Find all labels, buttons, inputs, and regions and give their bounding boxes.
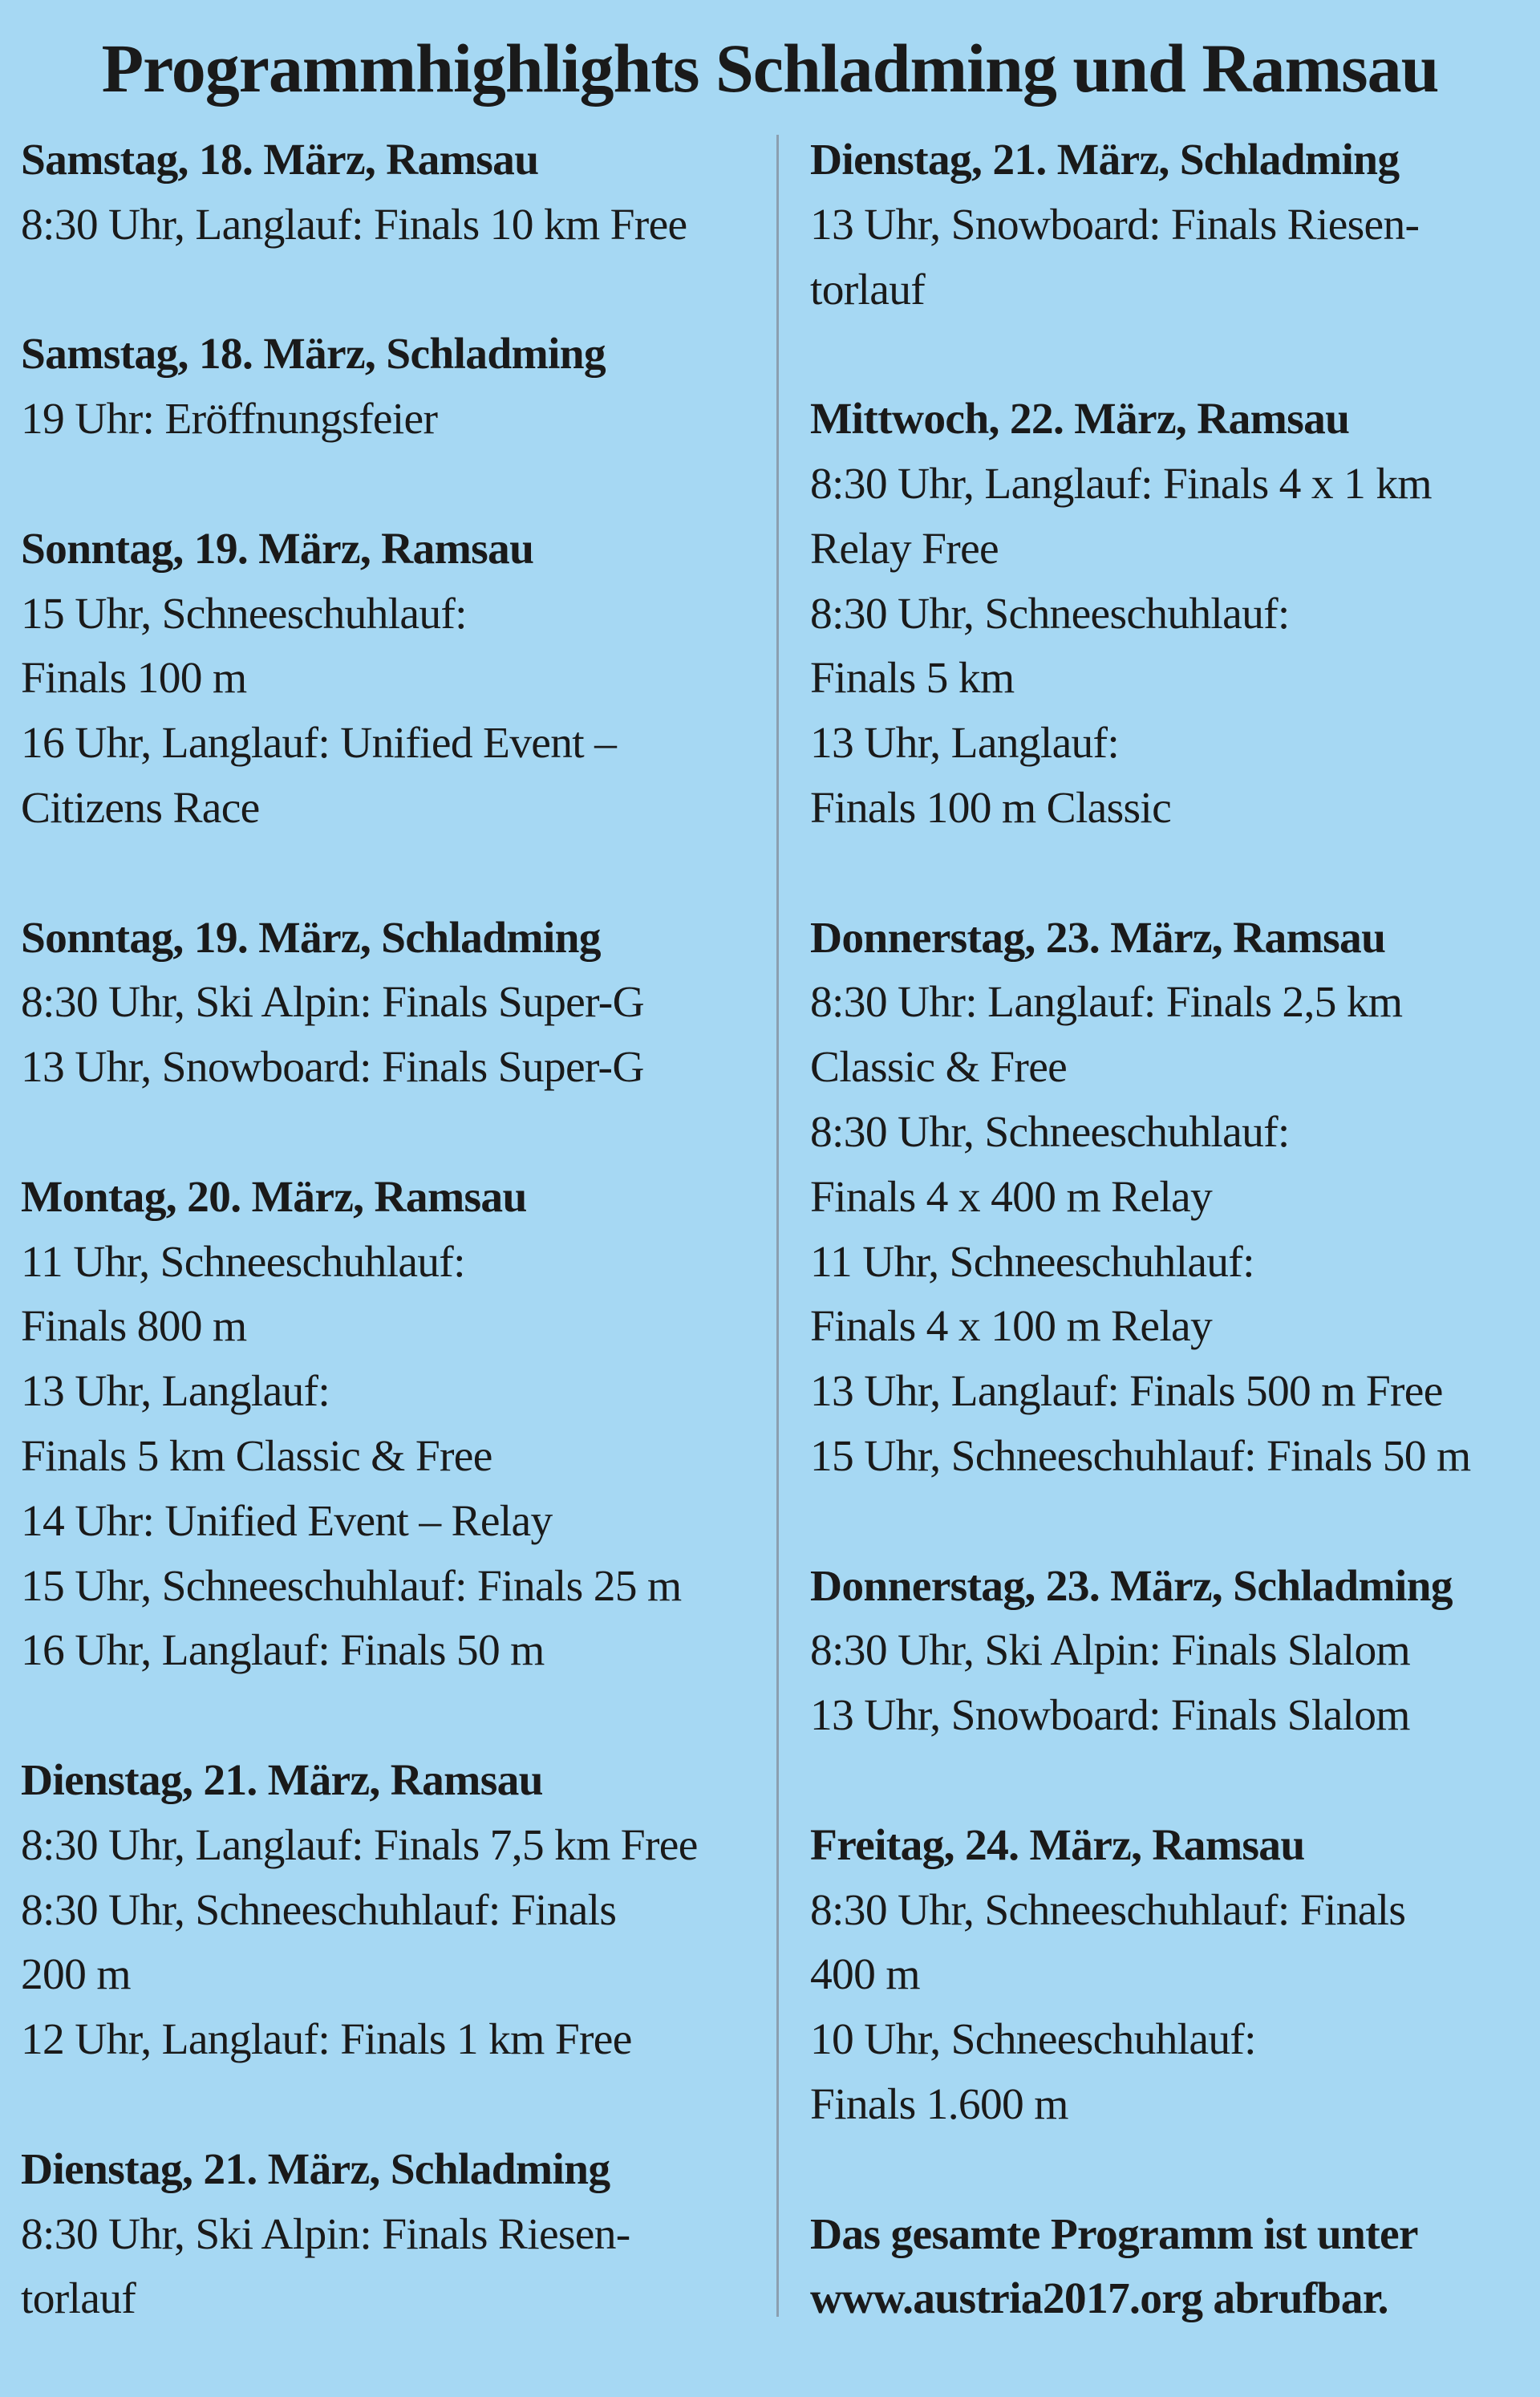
event-line: Finals 5 km	[810, 654, 1015, 704]
event-line: torlauf	[21, 2274, 136, 2324]
column-divider	[776, 135, 779, 2317]
day-header: Montag, 20. März, Ramsau	[21, 1172, 527, 1222]
footer-link-line: www.austria2017.org abrufbar.	[810, 2274, 1388, 2324]
event-line: 15 Uhr, Schneeschuhlauf:	[21, 589, 467, 639]
schedule-day-block	[21, 322, 767, 452]
day-header: Freitag, 24. März, Ramsau	[810, 1820, 1305, 1870]
day-header: Mittwoch, 22. März, Ramsau	[810, 395, 1350, 444]
schedule-day-block	[810, 128, 1532, 322]
event-line: 11 Uhr, Schneeschuhlauf:	[21, 1237, 465, 1287]
event-line: Finals 100 m Classic	[810, 783, 1172, 833]
schedule-day-block	[21, 2138, 767, 2332]
event-line: 14 Uhr: Unified Event – Relay	[21, 1496, 553, 1546]
schedule-day-block	[21, 906, 767, 1101]
day-header: Dienstag, 21. März, Ramsau	[21, 1755, 543, 1805]
event-line: 15 Uhr, Schneeschuhlauf: Finals 25 m	[21, 1561, 682, 1611]
event-line: Relay Free	[810, 524, 999, 574]
schedule-day-block	[21, 517, 767, 842]
day-header: Donnerstag, 23. März, Schladming	[810, 1561, 1453, 1611]
schedule-day-block	[810, 906, 1532, 1490]
day-header: Dienstag, 21. März, Schladming	[21, 2144, 610, 2194]
schedule-day-block	[810, 387, 1532, 842]
event-line: Finals 4 x 100 m Relay	[810, 1302, 1213, 1352]
event-line: Classic & Free	[810, 1043, 1068, 1093]
event-line: 8:30 Uhr, Langlauf: Finals 7,5 km Free	[21, 1820, 698, 1870]
right-column	[810, 128, 1532, 2332]
event-line: 8:30 Uhr, Schneeschuhlauf:	[810, 589, 1290, 639]
event-line: Citizens Race	[21, 783, 260, 833]
event-line: Finals 800 m	[21, 1302, 247, 1352]
event-line: 8:30 Uhr, Langlauf: Finals 4 x 1 km	[810, 459, 1432, 509]
event-line: 13 Uhr, Snowboard: Finals Slalom	[810, 1691, 1410, 1741]
event-line: 16 Uhr, Langlauf: Unified Event –	[21, 719, 617, 769]
event-line: 8:30 Uhr, Ski Alpin: Finals Slalom	[810, 1626, 1410, 1676]
event-line: 13 Uhr, Langlauf:	[21, 1367, 330, 1417]
footer-line: Das gesamte Programm ist unter	[810, 2209, 1418, 2259]
page-title: Programmhighlights Schladming und Ramsau	[101, 30, 1439, 107]
event-line: Finals 100 m	[21, 654, 247, 704]
schedule-day-block	[21, 1166, 767, 1684]
event-line: 8:30 Uhr: Langlauf: Finals 2,5 km	[810, 978, 1403, 1028]
day-header: Sonntag, 19. März, Ramsau	[21, 524, 534, 574]
left-column	[21, 128, 767, 2397]
day-header: Samstag, 18. März, Schladming	[21, 330, 606, 379]
event-line: 10 Uhr, Schneeschuhlauf:	[810, 2015, 1256, 2065]
event-line: 13 Uhr, Snowboard: Finals Super-G	[21, 1043, 644, 1093]
event-line: 19 Uhr: Eröffnungsfeier	[21, 395, 438, 444]
event-line: 8:30 Uhr, Langlauf: Finals 10 km Free	[21, 200, 687, 249]
event-line: 11 Uhr, Schneeschuhlauf:	[810, 1237, 1254, 1287]
day-header: Samstag, 18. März, Ramsau	[21, 136, 539, 185]
event-line: 16 Uhr, Langlauf: Finals 50 m	[21, 1626, 545, 1676]
event-line: Finals 1.600 m	[810, 2079, 1068, 2129]
event-line: 8:30 Uhr, Ski Alpin: Finals Super-G	[21, 978, 644, 1028]
event-line: 200 m	[21, 1950, 131, 2000]
event-line: Finals 5 km Classic & Free	[21, 1431, 492, 1481]
day-header: Donnerstag, 23. März, Ramsau	[810, 913, 1386, 963]
event-line: 8:30 Uhr, Schneeschuhlauf: Finals	[21, 1885, 617, 1935]
program-footer-note	[810, 2203, 1532, 2333]
event-line: 13 Uhr, Langlauf: Finals 500 m Free	[810, 1367, 1443, 1417]
event-line: torlauf	[810, 265, 926, 314]
day-header: Sonntag, 19. März, Schladming	[21, 913, 601, 963]
schedule-day-block	[21, 128, 767, 258]
event-line: Finals 4 x 400 m Relay	[810, 1172, 1213, 1222]
event-line: 8:30 Uhr, Schneeschuhlauf: Finals	[810, 1885, 1406, 1935]
event-line: 13 Uhr, Snowboard: Finals Riesen-	[810, 200, 1420, 249]
day-header: Dienstag, 21. März, Schladming	[810, 136, 1400, 185]
schedule-day-block	[810, 1814, 1532, 2138]
event-line: 15 Uhr, Schneeschuhlauf: Finals 50 m	[810, 1431, 1471, 1481]
event-line: 13 Uhr, Langlauf:	[810, 719, 1120, 769]
event-line: 8:30 Uhr, Schneeschuhlauf:	[810, 1107, 1290, 1157]
event-line: 8:30 Uhr, Ski Alpin: Finals Riesen-	[21, 2209, 630, 2259]
schedule-day-block	[810, 1555, 1532, 1749]
schedule-day-block	[21, 1749, 767, 2073]
event-line: 12 Uhr, Langlauf: Finals 1 km Free	[21, 2015, 632, 2065]
event-line: 400 m	[810, 1950, 920, 2000]
